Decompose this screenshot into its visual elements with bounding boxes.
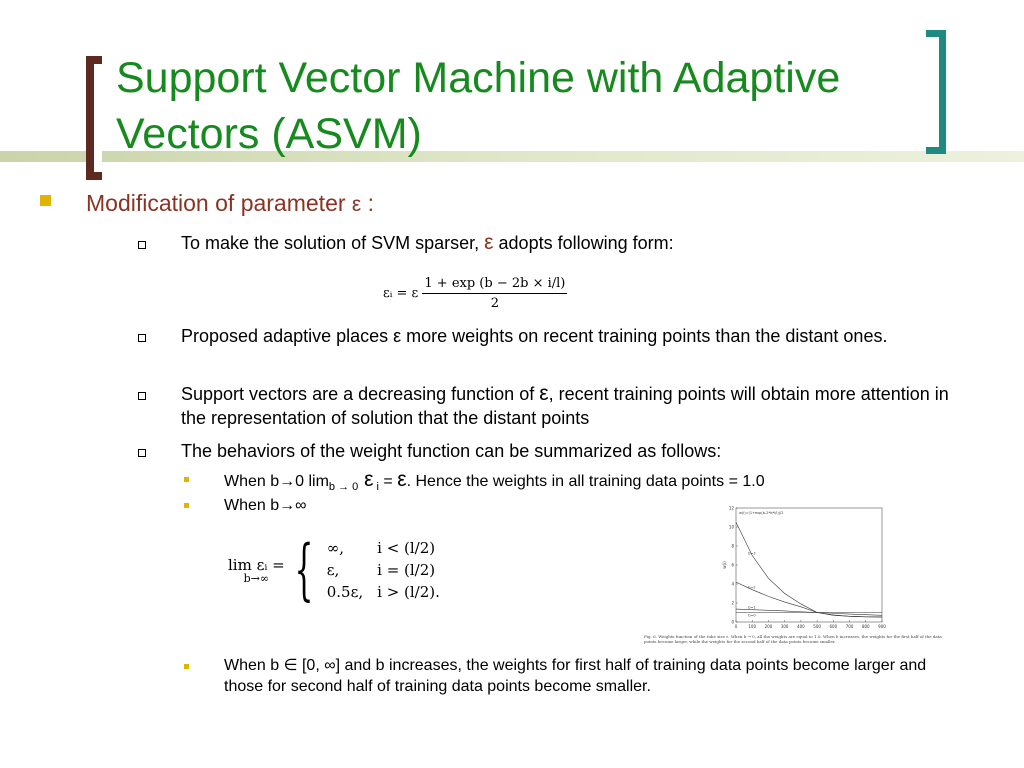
y-tick-label: 10 — [728, 524, 734, 530]
x-tick-label: 200 — [764, 624, 773, 629]
weights-chart — [644, 504, 954, 650]
x-tick-label: 800 — [861, 624, 870, 629]
slide-title: Support Vector Machine with Adaptive Vectors (ASVM) — [116, 54, 841, 158]
epsilon-symbol: ε — [539, 382, 549, 405]
x-tick-label: 900 — [878, 624, 886, 629]
formula-denominator: 2 — [490, 296, 500, 311]
element-of-symbol: ∈ — [283, 657, 298, 674]
chart-caption: Fig. 6. Weights function of the tube size ε. When b → 0, all the weights are equal to 1.0. When b increases, the weights for the first half of the data points become larger, while the weights for the second half of the data points become smaller. — [644, 634, 942, 644]
case-condition: i < (l/2) — [377, 539, 436, 557]
case-value: ε, — [326, 561, 340, 579]
sub-bullet-b-interval — [224, 655, 944, 697]
legend-formula: w(i)=(1+exp(b-2*b*i/l))/2 — [739, 511, 784, 515]
small-square-bullet-icon — [184, 664, 189, 669]
left-bracket-decoration — [86, 56, 102, 180]
right-arrow-icon: → — [279, 473, 296, 490]
i-subscript: i — [373, 481, 379, 493]
x-tick-label: 500 — [813, 624, 821, 629]
small-square-bullet-icon — [184, 477, 189, 482]
y-tick-label: 4 — [731, 581, 734, 587]
bullet-adaptive: Proposed adaptive places ε more weights on recent training points than the distant ones. — [181, 326, 888, 346]
lim-subscript: b → 0 — [328, 481, 359, 493]
bullet-text: adopts following form: — [493, 233, 674, 253]
sub-bullet-b-to-zero — [224, 469, 944, 494]
text: . Hence the weights in all training data points = 1.0 — [406, 473, 765, 490]
infinity-symbol: ∞ — [295, 497, 307, 514]
epsilon-symbol: ε — [358, 468, 374, 491]
hollow-square-bullet-icon — [138, 241, 146, 249]
formula-numerator: 1 + exp (b − 2b × i/l) — [422, 276, 567, 294]
formula-fraction — [422, 276, 567, 311]
epsilon-symbol: ε — [484, 231, 494, 254]
bullet-behaviors: The behaviors of the weight function can be summarized as follows: — [181, 441, 722, 461]
text: 0 lim — [295, 473, 329, 490]
level1-suffix: : — [361, 190, 375, 216]
lim-text: lim εᵢ = — [228, 555, 285, 574]
series-label: b=2 — [748, 585, 756, 590]
case-value: ∞, — [326, 539, 344, 557]
y-tick-label: 12 — [728, 505, 734, 511]
series-label: b=0 — [748, 613, 756, 618]
y-tick-label: 2 — [731, 600, 734, 606]
lim-subscript: b→∞ — [243, 571, 270, 585]
level1-text: Modification of parameter — [86, 190, 352, 216]
case-row — [321, 560, 446, 580]
limit-formula — [228, 531, 448, 608]
case-value: 0.5ε, — [326, 583, 364, 601]
series-label: b=1 — [748, 605, 756, 610]
limit-operator — [228, 556, 285, 585]
y-tick-label: 6 — [731, 562, 734, 568]
text: = — [378, 473, 398, 490]
level1-heading — [86, 190, 374, 217]
case-row — [321, 538, 446, 558]
weights-chart-svg — [644, 504, 954, 634]
text: When b — [224, 473, 280, 490]
bullet-sparser — [181, 231, 961, 255]
x-tick-label: 0 — [734, 624, 738, 629]
hollow-square-bullet-icon — [138, 449, 146, 457]
series-label: b=3 — [748, 551, 756, 556]
x-tick-label: 400 — [797, 624, 805, 629]
right-arrow-icon: → — [279, 497, 296, 514]
case-row — [321, 582, 446, 602]
case-condition: i > (l/2). — [377, 583, 440, 601]
bullet-text: To make the solution of SVM sparser, — [181, 233, 485, 253]
text: When b — [224, 657, 284, 674]
x-tick-label: 300 — [780, 624, 789, 629]
epsilon-formula — [383, 276, 567, 311]
cases-table — [319, 536, 448, 604]
epsilon-symbol: ε — [397, 468, 407, 491]
x-tick-label: 600 — [829, 624, 838, 629]
bullet-text: Support vectors are a decreasing function of — [181, 384, 540, 404]
plot-frame — [736, 508, 882, 622]
y-tick-label: 8 — [731, 543, 734, 549]
case-condition: i = (l/2) — [377, 561, 436, 579]
hollow-square-bullet-icon — [138, 334, 146, 342]
y-tick-label: 0 — [731, 619, 734, 625]
bullet-text: , recent training points will obtain more attention in the representation of solution that the distant points — [181, 384, 949, 428]
epsilon-symbol: ε — [351, 193, 362, 216]
left-brace: { — [294, 531, 314, 608]
hollow-square-bullet-icon — [138, 392, 146, 400]
text: When b — [224, 497, 280, 514]
x-tick-label: 700 — [845, 624, 854, 629]
formula-lhs: εᵢ = ε — [383, 286, 419, 301]
small-square-bullet-icon — [184, 503, 189, 508]
right-bracket-decoration — [926, 30, 946, 154]
y-axis-label: w(i) — [722, 561, 727, 569]
square-bullet-icon — [40, 195, 51, 206]
text: [0, ∞] and b increases, the weights for first half of training data points become larger and those for second half of training data points become smaller. — [224, 657, 927, 695]
x-tick-label: 100 — [748, 624, 757, 629]
bullet-support-vectors — [181, 382, 961, 430]
